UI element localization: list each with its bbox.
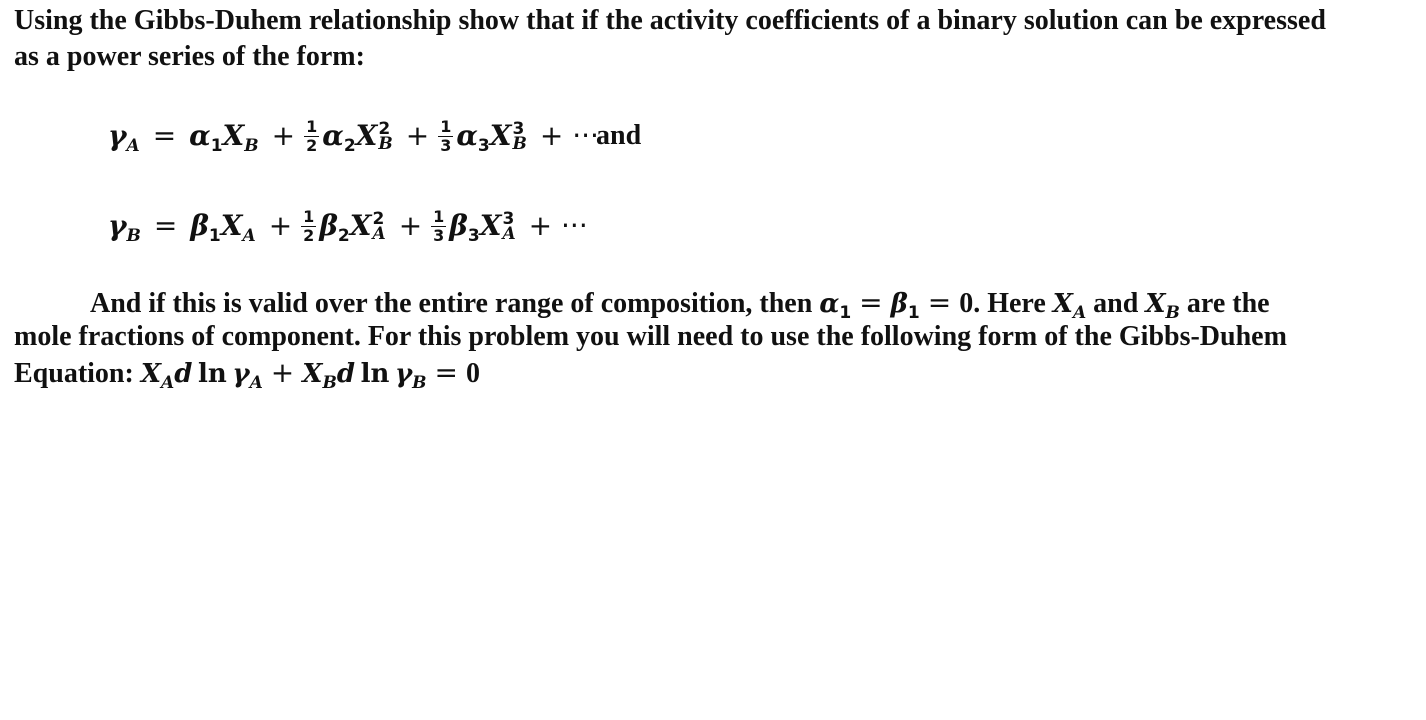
beta-3: β (449, 209, 468, 242)
plus-sign: + (271, 119, 296, 152)
p3-xb: X (302, 359, 323, 389)
plus-sign: + (268, 209, 293, 242)
p3-rhs: 0 (466, 358, 481, 389)
p3-xa-sub: A (161, 373, 175, 393)
gamma-a-sub: A (126, 136, 140, 156)
p1-beta-sub: 1 (907, 303, 920, 323)
p3-gamma-a: γ (232, 359, 250, 389)
gamma-b-sub: B (126, 226, 141, 246)
x-a-term2-scripts: 2 A (372, 208, 386, 244)
alpha-1-sub: 1 (210, 136, 223, 156)
x-b-term3: X (489, 119, 512, 152)
beta-1-sub: 1 (208, 226, 221, 246)
equation-gamma-a (108, 116, 599, 157)
equation-gamma-b (108, 206, 588, 247)
p1-xa-sub: A (1072, 303, 1087, 323)
x-b-term2-scripts: 2 B (378, 118, 393, 154)
paragraph-line-2: mole fractions of component. For this problem you will need to use the following form of the Gibbs-Duhem (14, 321, 1287, 352)
series-ellipsis: + ··· (539, 119, 599, 152)
paragraph-line-1 (90, 286, 1426, 321)
alpha-3: α (456, 119, 478, 152)
series-ellipsis: + ··· (528, 209, 588, 242)
x-a-term3: X (479, 209, 502, 242)
fraction-third: $\frac{1}{3}$ (440, 117, 452, 156)
gamma-b-symbol: γ (108, 209, 127, 242)
equals-sign: = (434, 356, 459, 389)
beta-3-sub: 3 (467, 226, 480, 246)
plus-sign: + (270, 356, 295, 389)
p3-d1: d (174, 359, 193, 389)
p3-xb-sub: B (322, 373, 337, 393)
p1-text-d: are the (1179, 288, 1270, 319)
p1-zero: 0. (959, 288, 981, 319)
p3-xa: X (140, 359, 162, 389)
x-a-term1-sub: A (242, 226, 256, 246)
p3-ln1: ln (198, 359, 227, 389)
p3-gamma-b: γ (395, 359, 413, 389)
fraction-half: $\frac{1}{2}$ (303, 207, 315, 246)
x-a-term1: X (220, 209, 243, 242)
p1-text-b: Here (980, 288, 1053, 319)
x-b-term1-sub: B (244, 136, 259, 156)
gamma-a-symbol: γ (108, 119, 127, 152)
alpha-2: α (322, 119, 344, 152)
p1-xb: X (1145, 289, 1166, 319)
p1-beta: β (890, 289, 908, 319)
intro-line-2: as a power series of the form: (14, 41, 365, 72)
alpha-3-sub: 3 (477, 136, 490, 156)
alpha-2-sub: 2 (343, 136, 356, 156)
and-connector: and (596, 120, 642, 151)
x-a-term3-scripts: 3 A (502, 208, 516, 244)
x-b-term3-scripts: 3 B (512, 118, 527, 154)
p1-alpha-sub: 1 (839, 303, 852, 323)
fraction-half: $\frac{1}{2}$ (306, 117, 318, 156)
x-b-term2: X (355, 119, 378, 152)
p1-xa: X (1052, 289, 1073, 319)
intro-line-1: Using the Gibbs-Duhem relationship show that if the activity coefficients of a binary solution can be expressed (14, 5, 1326, 36)
beta-2-sub: 2 (337, 226, 350, 246)
p3-gamma-b-sub: B (412, 373, 427, 393)
x-a-term2: X (349, 209, 372, 242)
plus-sign: + (398, 209, 423, 242)
p3-ln2: ln (360, 359, 390, 389)
beta-1: β (190, 209, 209, 242)
p1-alpha: α (819, 289, 840, 319)
equals-sign: = (153, 209, 178, 242)
p3-label: Equation: (14, 358, 141, 389)
plus-sign: + (405, 119, 430, 152)
paragraph-line-3 (14, 356, 1404, 391)
equals-sign: = (859, 286, 883, 319)
x-b-term1: X (222, 119, 245, 152)
beta-2: β (319, 209, 338, 242)
p1-text-a: And if this is valid over the entire range of composition, then (90, 288, 820, 319)
equals-sign: = (152, 119, 177, 152)
p3-d2: d (336, 359, 355, 389)
p3-gamma-a-sub: A (249, 373, 263, 393)
equals-sign: = (927, 286, 952, 319)
alpha-1: α (189, 119, 211, 152)
p1-text-c: and (1086, 288, 1146, 319)
fraction-third: $\frac{1}{3}$ (433, 207, 445, 246)
p1-xb-sub: B (1165, 303, 1180, 323)
